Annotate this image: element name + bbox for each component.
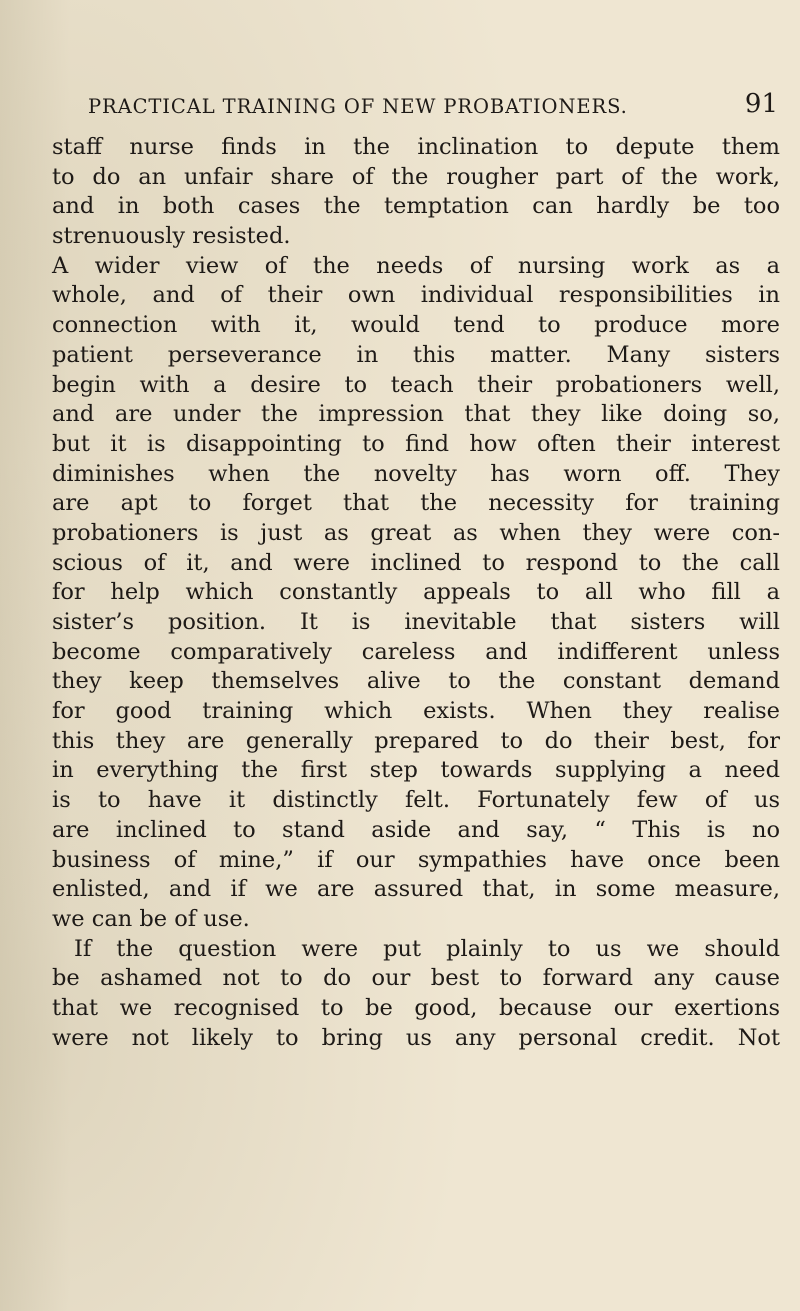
- text-line: we can be of use.: [52, 905, 250, 932]
- body-text: [52, 133, 780, 1053]
- text-line: are inclined to stand aside and say, “ This is no: [52, 816, 780, 843]
- text-line: sister’s position. It is inevitable that sisters will: [52, 609, 780, 635]
- text-line: were not likely to bring us any personal credit. Not: [52, 1024, 780, 1051]
- text-line: they keep themselves alive to the constant demand: [52, 668, 780, 695]
- text-line: and are under the impression that they like doing so,: [52, 401, 780, 428]
- text-line: are apt to forget that the necessity for training: [52, 490, 780, 517]
- paragraph-start-line: A wider view of the needs of nursing work as a: [52, 252, 780, 279]
- running-title: PRACTICAL TRAINING OF NEW PROBATIONERS.: [88, 95, 628, 118]
- text-line: this they are generally prepared to do their best, for: [52, 727, 780, 754]
- running-head: [88, 89, 778, 129]
- page-number: 91: [744, 89, 778, 119]
- paragraph-start-line: If the question were put plainly to us we should: [74, 935, 780, 962]
- text-line: scious of it, and were inclined to respond to the call: [52, 549, 780, 576]
- text-line: strenuously resisted.: [52, 223, 291, 250]
- text-line: for good training which exists. When they realise: [52, 698, 780, 725]
- text-line: diminishes when the novelty has worn off. They: [52, 460, 780, 487]
- text-line: whole, and of their own individual responsibilities in: [52, 282, 780, 309]
- text-line: be ashamed not to do our best to forward any cause: [52, 965, 780, 992]
- text-line: business of mine,” if our sympathies have once been: [52, 846, 780, 873]
- text-line: that we recognised to be good, because our exertions: [52, 994, 780, 1021]
- text-line: enlisted, and if we are assured that, in some measure,: [52, 876, 780, 903]
- text-line: is to have it distinctly felt. Fortunately few of us: [52, 787, 780, 814]
- text-line: and in both cases the temptation can hardly be too: [52, 193, 780, 220]
- text-line: to do an unfair share of the rougher part of the work,: [52, 163, 780, 190]
- text-line: staff nurse finds in the inclination to depute them: [52, 134, 780, 160]
- text-line: connection with it, would tend to produce more: [52, 312, 780, 339]
- text-line: begin with a desire to teach their probationers well,: [52, 371, 780, 398]
- text-line: become comparatively careless and indifferent unless: [52, 638, 780, 665]
- text-line: patient perseverance in this matter. Many sisters: [52, 341, 780, 368]
- text-line: probationers is just as great as when they were con-: [52, 519, 780, 546]
- text-line: but it is disappointing to find how often their interest: [52, 430, 780, 457]
- text-line: in everything the first step towards supplying a need: [52, 757, 780, 784]
- text-line: for help which constantly appeals to all who fill a: [52, 579, 780, 606]
